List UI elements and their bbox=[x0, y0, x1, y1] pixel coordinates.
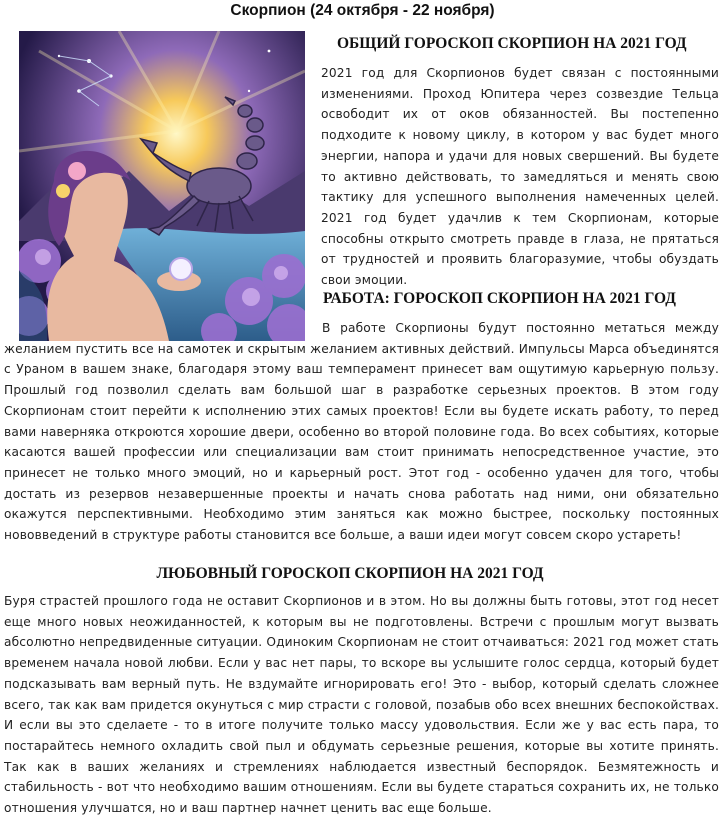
scorpio-illustration bbox=[19, 31, 305, 341]
work-horoscope-paragraph bbox=[4, 318, 719, 546]
love-horoscope-text: Буря страстей прошлого года не оставит Скорпионов и в этом. Но вы должны быть готовы, этот год несет еще много новых неожиданностей, к которым вы не подготовлены. Встречи с прошлым могут вызвать абсолютно непредвиденные ситуации. Одиноким Скорпионам не стоит отчаиваться: 2021 год может стать временем начала новой любви. Если у вас нет пары, то вскоре вы услышите голос сердца, который будет подсказывать вам верный путь. Не вздумайте игнорировать его! Это - выбор, который сделать сложнее всего, так как вам придется окунуться с мир страсти с головой, позабыв обо всех внешних беспокойствах. И если вы это сделаете - то в итоге получите только массу удовольствия. Если же у вас есть пара, то постарайтесь немного охладить свой пыл и обдумать серьезные решения, которые вы хотите принять. Так как в ваших желаниях и стремлениях наблюдается известный беспорядок. Безмятежность и стабильность - вот что необходимо вашим отношениям. Если вы будете стараться сохранить их, не только отношения улучшатся, но и ваш партнер начнет ценить вас еще больше. bbox=[4, 594, 719, 816]
general-horoscope-text: 2021 год для Скорпионов будет связан с постоянными изменениями. Проход Юпитера через созвездие Тельца освободит их от оков обязанностей. Вы постепенно подходите к новому циклу, в котором у вас будет много энергии, напора и удачи для новых свершений. Вы будете то активно действовать, то замедляться и менять свою тактику для успешного выполнения намеченных целей. 2021 год будет удачлив к тем Скорпионам, которые способны открыто смотреть правде в глаза, не прятаться от трудностей и проявить благоразумие, чтобы обуздать свои эмоции. bbox=[321, 66, 719, 288]
page-title: Скорпион (24 октября - 22 ноября) bbox=[230, 2, 495, 19]
work-horoscope-text: В работе Скорпионы будут постоянно метаться между желанием пустить все на самотек и скрытым желанием активных действий. Импульсы Марса объединятся с Ураном в вашем знаке, благодаря этому ваш темперамент принесет вам ощутимую карьерную пользу. Прошлый год позволил сделать вам большой шаг в разработке серьезных проектов. В этом году Скорпионам стоит перейти к исполнению этих самых проектов! Если вы будете искать работу, то перед вами наверняка откроются хорошие двери, особенно во второй половине года. Во всех событиях, которые касаются вашей профессии или специализации вам стоит принимать непосредственное участие, это принесет не только много эмоций, но и карьерный рост. Этот год - особенно удачен для того, чтобы достать из резервов незавершенные проекты и начать снова работать над ними, они обязательно окажутся перспективными. Необходимо этим заняться как можно быстрее, поскольку постоянных нововведений в структуре работы становится все больше, а ваши идеи могут совсем скоро устареть! bbox=[4, 321, 719, 543]
love-horoscope-heading: ЛЮБОВНЫЙ ГОРОСКОП СКОРПИОН НА 2021 ГОД bbox=[156, 565, 544, 582]
work-horoscope-heading: РАБОТА: ГОРОСКОП СКОРПИОН НА 2021 ГОД bbox=[323, 290, 676, 307]
scorpio-fantasy-illustration-icon bbox=[19, 31, 305, 341]
general-horoscope-heading: ОБЩИЙ ГОРОСКОП СКОРПИОН НА 2021 ГОД bbox=[337, 35, 687, 52]
